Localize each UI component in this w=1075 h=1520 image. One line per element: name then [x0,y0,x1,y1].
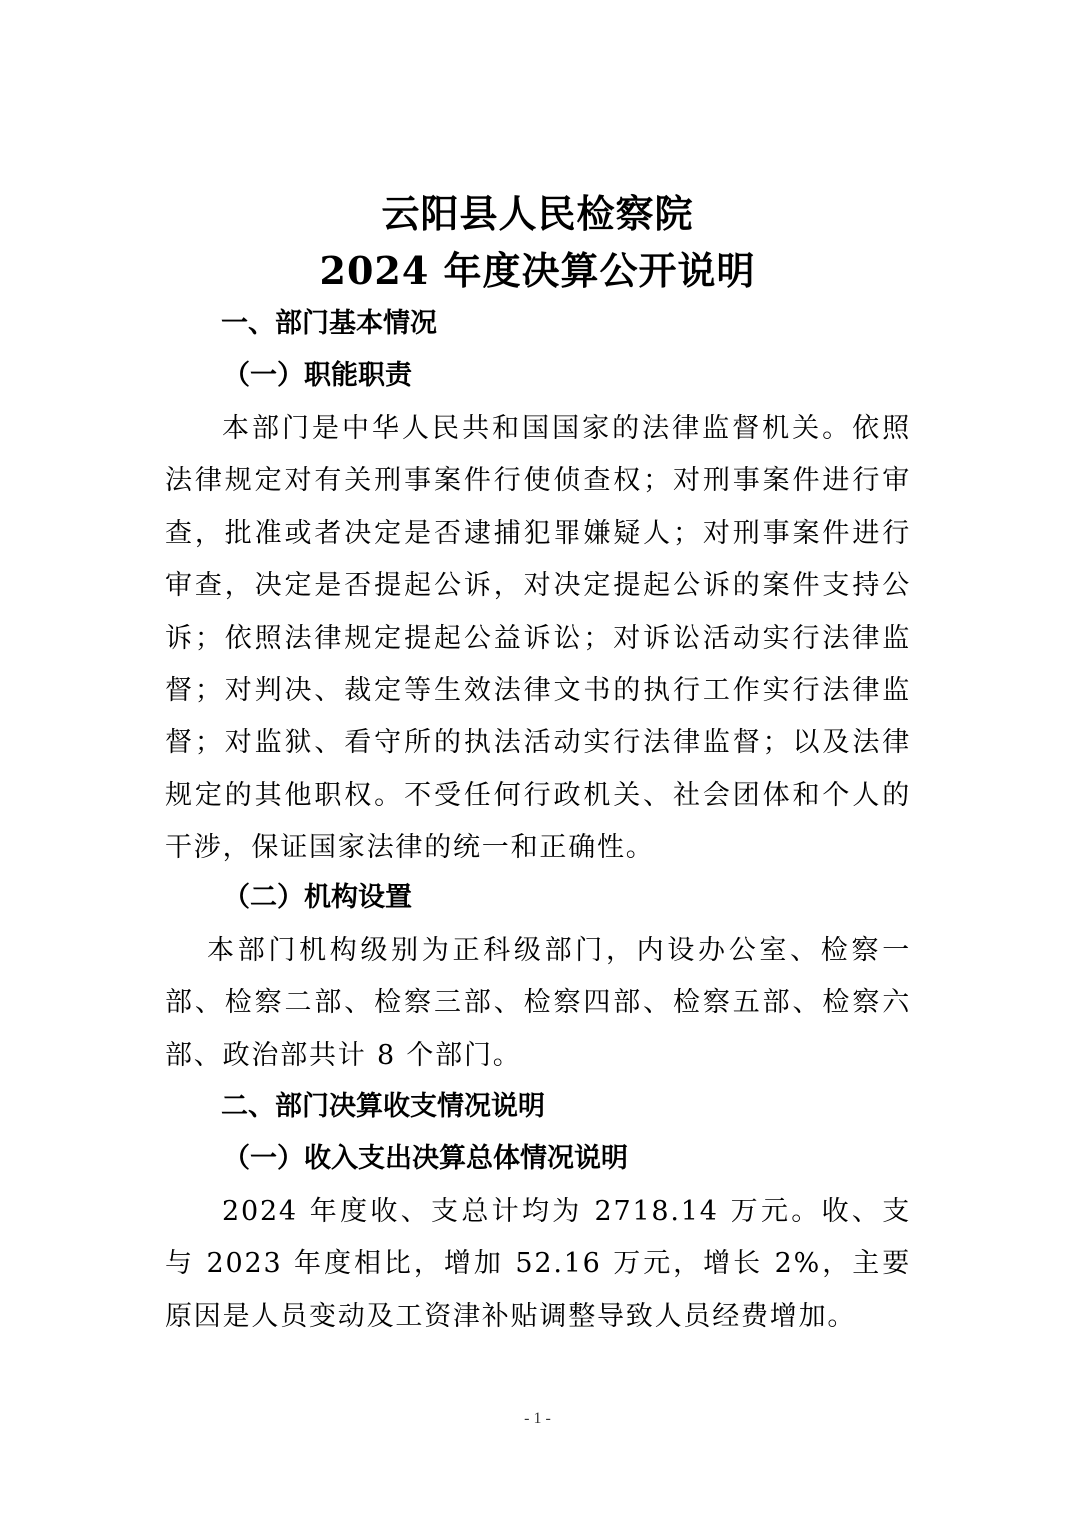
document-title-line1: 云阳县人民检察院 [381,191,694,236]
section1-sub1-paragraph: 本部门是中华人民共和国国家的法律监督机关。依照法律规定对有关刑事案件行使侦查权；对刑事案件进行审查，批准或者决定是否逮捕犯罪嫌疑人；对刑事案件进行审查，决定是否提起公诉，对决定提起公诉的案件支持公诉；依照法律规定提起公益诉讼；对诉讼活动实行法律监督；对判决、裁定等生效法律文书的执行工作实行法律监督；对监狱、看守所的执法活动实行法律监督；以及法律规定的其他职权。不受任何行政机关、社会团体和个人的干涉，保证国家法律的统一和正确性。 [165,413,911,864]
section1-sub2-paragraph: 本部门机构级别为正科级部门，内设办公室、检察一部、检察二部、检察三部、检察四部、检察五部、检察六部、政治部共计 8 个部门。 [165,935,911,1071]
section2-sub1-heading: （一）收入支出决算总体情况说明 [223,1143,628,1174]
section2-heading: 二、部门决算收支情况说明 [221,1091,545,1122]
section1-sub2-heading: （二）机构设置 [223,882,412,913]
page-number: - 1 - [524,1410,551,1427]
section2-sub1-paragraph: 2024 年度收、支总计均为 2718.14 万元。收、支与 2023 年度相比，增加 52.16 万元，增长 2%，主要原因是人员变动及工资津补贴调整导致人员经费增加。 [165,1196,911,1332]
document-title-line2: 2024 年度决算公开说明 [319,248,756,293]
section1-heading: 一、部门基本情况 [221,308,437,339]
section1-sub1-heading: （一）职能职责 [223,360,412,391]
